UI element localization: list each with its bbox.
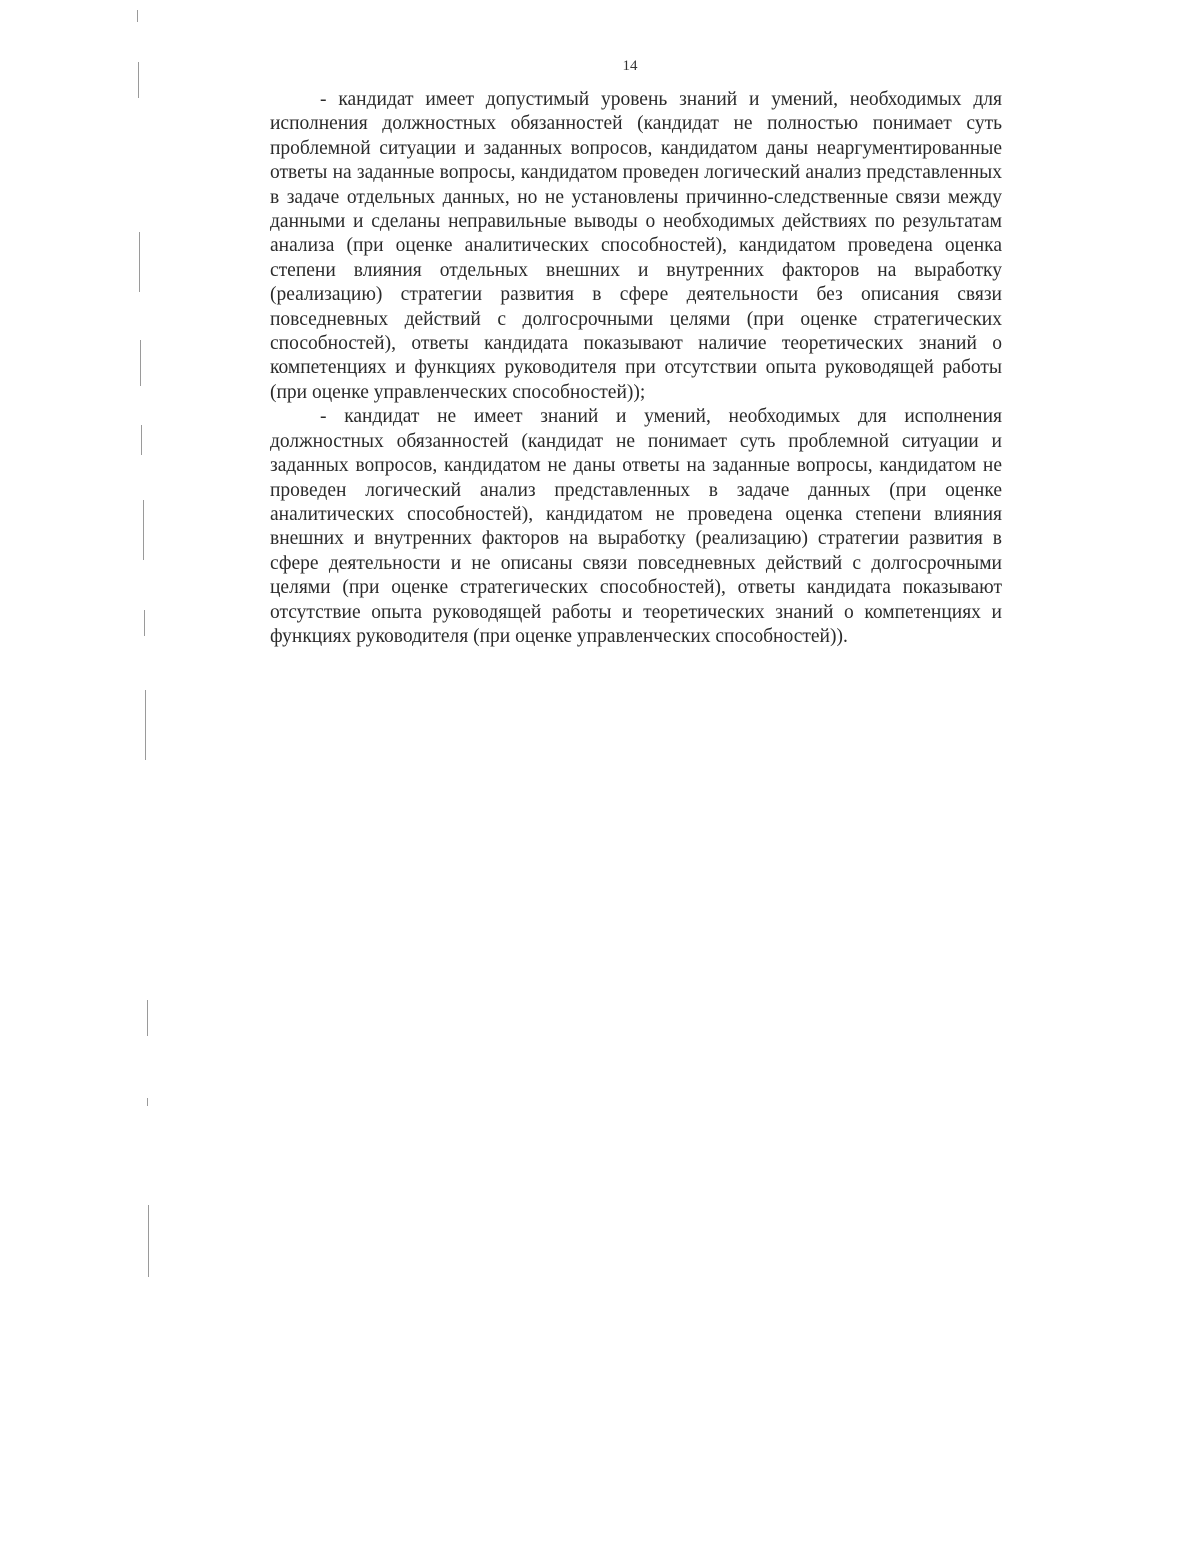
- scan-edge-mark: [147, 1098, 148, 1106]
- scan-edge-mark: [138, 62, 139, 98]
- scan-edge-mark: [144, 610, 145, 636]
- scan-edge-mark: [137, 10, 138, 22]
- body-text: [270, 88, 1002, 649]
- paragraph: - кандидат имеет допустимый уровень знаний и умений, необходимых для исполнения должностных обязанностей (кандидат не полностью понимает суть проблемной ситуации и заданных вопросов, кандидатом даны неаргументированные ответы на заданные вопросы, кандидатом проведен логический анализ представленных в задаче отдельных данных, но не установлены причинно-следственные связи между данными и сделаны неправильные выводы о необходимых действиях по результатам анализа (при оценке аналитических способностей), кандидатом проведена оценка степени влияния отдельных внешних и внутренних факторов на выработку (реализацию) стратегии развития в сфере деятельности без описания связи повседневных действий с долгосрочными целями (при оценке стратегических способностей), ответы кандидата показывают наличие теоретических знаний о компетенциях и функциях руководителя при отсутствии опыта руководящей работы (при оценке управленческих способностей));: [270, 89, 1002, 403]
- scan-edge-mark: [139, 232, 140, 292]
- scan-edge-mark: [140, 340, 141, 386]
- scan-edge-mark: [147, 1000, 148, 1036]
- scan-edge-mark: [141, 425, 142, 455]
- paragraph: - кандидат не имеет знаний и умений, необходимых для исполнения должностных обязанностей (кандидат не понимает суть проблемной ситуации и заданных вопросов, кандидатом не даны ответы на заданные вопросы, кандидатом не проведен логический анализ представленных в задаче данных (при оценке аналитических способностей), кандидатом не проведена оценка степени влияния внешних и внутренних факторов на выработку (реализацию) стратегии развития в сфере деятельности и не описаны связи повседневных действий с долгосрочными целями (при оценке стратегических способностей), ответы кандидата показывают отсутствие опыта руководящей работы и теоретических знаний о компетенциях и функциях руководителя (при оценке управленческих способностей)).: [270, 406, 1002, 647]
- page-number: 14: [622, 58, 638, 74]
- scan-edge-mark: [143, 500, 144, 560]
- scan-edge-mark: [148, 1205, 149, 1277]
- scan-edge-mark: [145, 690, 146, 760]
